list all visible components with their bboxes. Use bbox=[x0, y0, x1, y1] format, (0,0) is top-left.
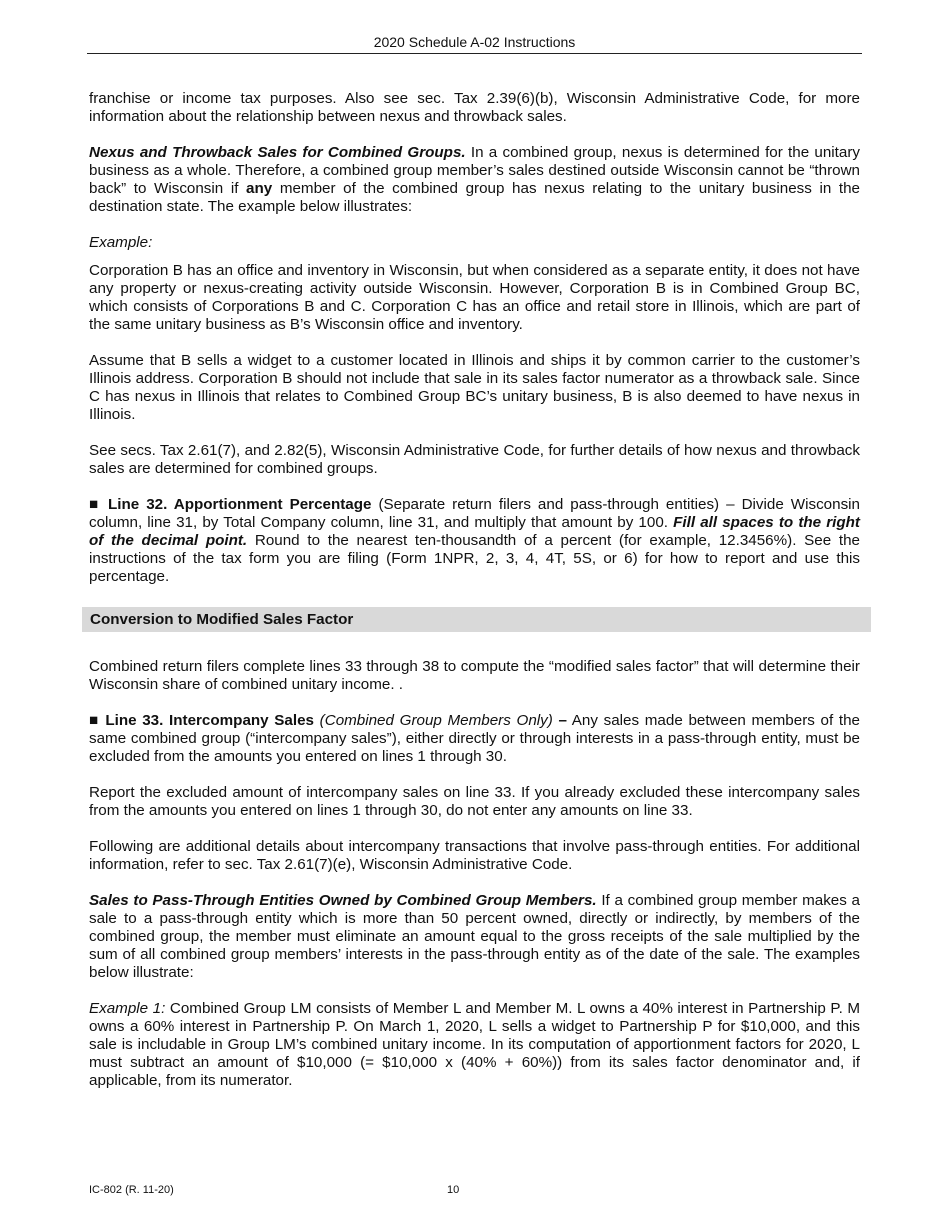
line-32-heading: ■ Line 32. Apportionment Percentage bbox=[89, 496, 372, 513]
paragraph-widget-illinois: Assume that B sells a widget to a customer located in Illinois and ships it by common carrier to the customer’s Illinois address. Corporation B should not include that sale in its sales factor numerator as a throwback sale. Since C has nexus in Illinois that relates to Combined Group BC’s unitary business, B is also deemed to have nexus in Illinois. bbox=[89, 352, 860, 423]
paragraph-combined-groups: Nexus and Throwback Sales for Combined Groups. In a combined group, nexus is determined for the unitary business as a whole. Therefore, a combined group member’s sales destined outside Wisconsin cannot be “thrown back” to Wisconsin if any member of the combined group has nexus relating to the unitary business in the destination state. The example below illustrates: bbox=[89, 144, 860, 215]
paragraph-line-32: ■ Line 32. Apportionment Percentage (Separate return filers and pass-through entities) – Divide Wisconsin column, line 31, by Total Company column, line 31, and multiply that amount by 100. Fill all spaces to the right of the decimal point. Round to the nearest ten-thousandth of a percent (for example, 12.3456%). See the instructions of the tax form you are filing (Form 1NPR, 2, 3, 4, 4T, 5S, or 6) for how to report and use this percentage. bbox=[89, 496, 860, 585]
example-label: Example: bbox=[89, 234, 153, 251]
paragraph-corporation-b: Corporation B has an office and inventory in Wisconsin, but when considered as a separate entity, it does not have any property or nexus-creating activity outside Wisconsin. However, Corporation B is in Combined Group BC, which consists of Corporations B and C. Corporation C has an office and retail store in Illinois, which are part of the same unitary business as B’s Wisconsin office and inventory. bbox=[89, 262, 860, 333]
section-title: Conversion to Modified Sales Factor bbox=[90, 611, 354, 628]
pass-through-heading: Sales to Pass-Through Entities Owned by Combined Group Members. bbox=[89, 892, 597, 909]
example-1-label: Example 1: bbox=[89, 1000, 166, 1017]
combined-groups-heading: Nexus and Throwback Sales for Combined Groups. bbox=[89, 144, 466, 161]
main-content-bottom bbox=[89, 658, 860, 1090]
running-header: 2020 Schedule A-02 Instructions bbox=[87, 33, 862, 54]
paragraph-report-excluded: Report the excluded amount of intercompany sales on line 33. If you already excluded these intercompany sales from the amounts you entered on lines 1 through 30, do not enter any amounts on line 33. bbox=[89, 784, 860, 819]
paragraph-pass-through-sales: Sales to Pass-Through Entities Owned by Combined Group Members. If a combined group member makes a sale to a pass-through entity which is more than 50 percent owned, directly or indirectly, by members of the combined group, the member must eliminate an amount equal to the gross receipts of the sale multiplied by the sum of all combined group members’ interests in the pass-through entity as of the date of the sale. The examples below illustrate: bbox=[89, 892, 860, 981]
paragraph-see-secs: See secs. Tax 2.61(7), and 2.82(5), Wisconsin Administrative Code, for further details of how nexus and throwback sales are determined for combined groups. bbox=[89, 442, 860, 477]
paragraph-combined-return-filers: Combined return filers complete lines 33 through 38 to compute the “modified sales factor” that will determine their Wisconsin share of combined unitary income. . bbox=[89, 658, 860, 693]
section-header-bar bbox=[82, 607, 871, 632]
footer-form-id: IC-802 (R. 11-20) bbox=[89, 1184, 174, 1196]
main-content-top bbox=[89, 90, 860, 586]
paragraph-example-1: Example 1: Combined Group LM consists of Member L and Member M. L owns a 40% interest in Partnership P. M owns a 60% interest in Partnership P. On March 1, 2020, L sells a widget to Partnership P for $10,000, and this sale is includable in Group LM’s combined unitary income. In its computation of apportionment factors for 2020, L must subtract an amount of $10,000 (= $10,000 x (40% + 60%)) from its sales factor denominator and, if applicable, from its numerator. bbox=[89, 1000, 860, 1089]
paragraph-nexus-throwback-intro: franchise or income tax purposes. Also see sec. Tax 2.39(6)(b), Wisconsin Administrative Code, for more information about the relationship between nexus and throwback sales. bbox=[89, 90, 860, 125]
footer-page-number: 10 bbox=[447, 1184, 460, 1196]
paragraph-line-33: ■ Line 33. Intercompany Sales (Combined Group Members Only) – Any sales made between members of the same combined group (“intercompany sales”), either directly or through interests in a pass-through entity, must be excluded from the amounts you entered on lines 1 through 30. bbox=[89, 712, 860, 765]
paragraph-additional-details: Following are additional details about intercompany transactions that involve pass-through entities. For additional information, refer to sec. Tax 2.61(7)(e), Wisconsin Administrative Code. bbox=[89, 838, 860, 873]
line-33-heading: ■ Line 33. Intercompany Sales bbox=[89, 712, 314, 729]
